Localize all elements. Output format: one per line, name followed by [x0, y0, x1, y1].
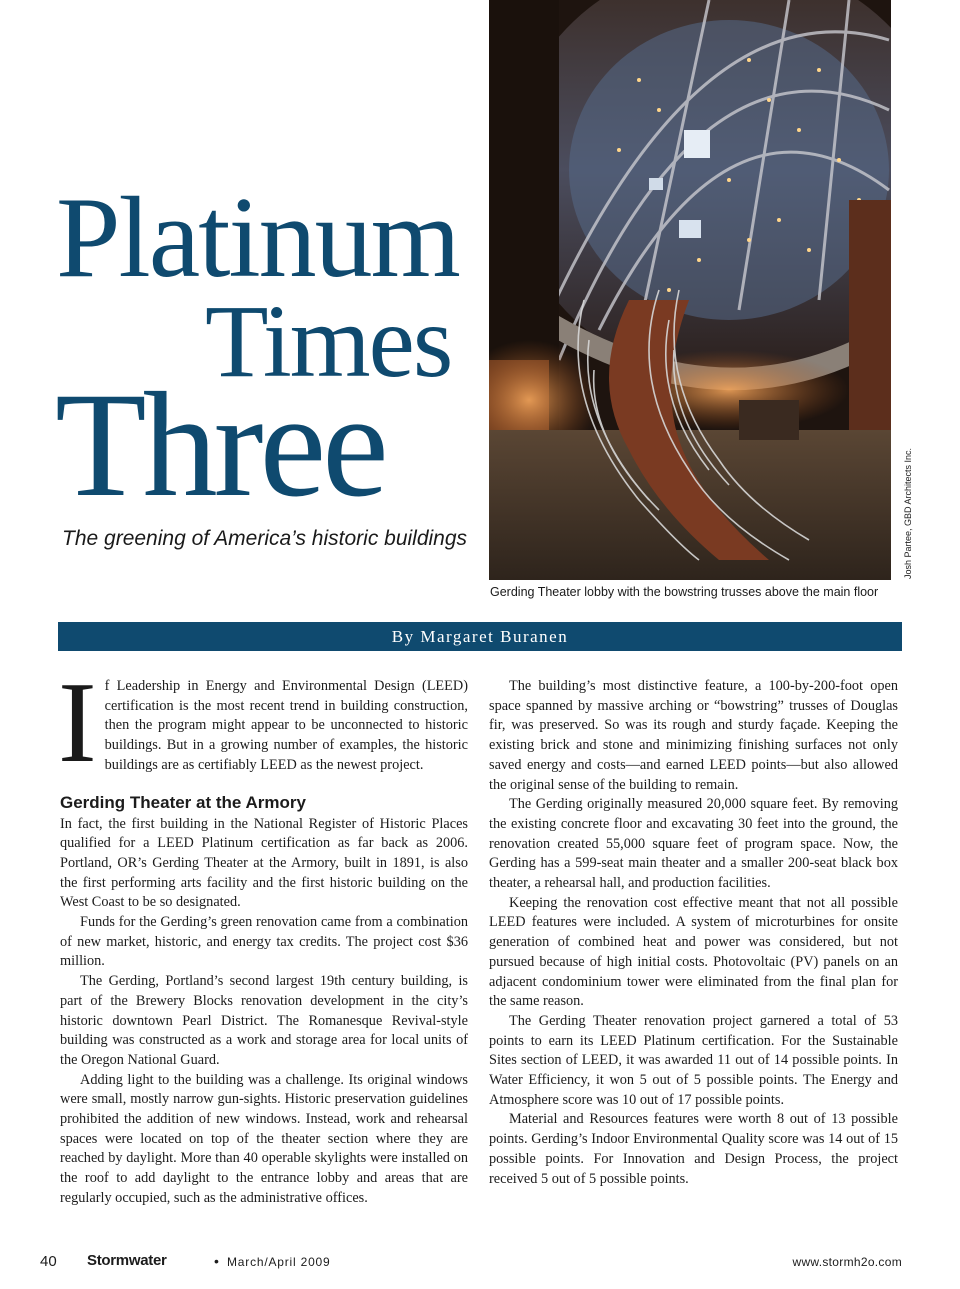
body-paragraph: The Gerding, Portland’s second largest 19th century building, is part of the Brewery Blocks renovation development in the city’s historic downtown Pearl District. The Romanesque Revival-style building was constructed as a work and storage area for local units of the Oregon National Guard.: [60, 973, 468, 1068]
body-paragraph: Material and Resources features were worth 8 out of 13 possible points. Gerding’s Indoor Environmental Quality score was 14 out of 15 possible points. For Innovation and Design Process, the project received 5 out of 5 possible points.: [489, 1111, 898, 1187]
page-number: 40: [40, 1253, 57, 1270]
lobby-photo: [489, 0, 891, 580]
subtitle: The greening of America’s historic buildings: [62, 527, 468, 550]
page-footer: [40, 1253, 902, 1273]
photo-caption: Gerding Theater lobby with the bowstring trusses above the main floor: [490, 585, 879, 599]
issue-date: March/April 2009: [227, 1255, 331, 1269]
body-paragraph: Funds for the Gerding’s green renovation came from a combination of new market, historic, and energy tax credits. The project cost $36 million.: [60, 914, 468, 970]
body-paragraph: Keeping the renovation cost effective meant that not all possible LEED features were included. A system of microturbines for onsite generation of combined heat and power was considered, but not pursued because of high initial costs. Photovoltaic (PV) panels on an adjacent condominium tower were eliminated from the final plan for the same reason.: [489, 894, 898, 1010]
byline-bar: [58, 622, 902, 651]
body-paragraph: The Gerding originally measured 20,000 square feet. By removing the existing concrete floor and excavating 30 feet into the ground, the renovation created 55,000 square feet of program space. Now, the Gerding has a 599-seat main theater and a smaller 200-seat black box theater, a rehearsal hall, and production facilities.: [489, 796, 898, 892]
title-line-2: Times: [205, 284, 452, 399]
body-paragraph: In fact, the first building in the National Register of Historic Places qualified for a LEED Platinum certification as far back as 2006. Portland, OR’s Gerding Theater at the Armory, built in 1891, is also the first performing arts facility and the first historic building on the West Coast to be so designated.: [60, 815, 468, 911]
intro-text: f Leadership in Energy and Environmental Design (LEED) certification is the most recent trend in building construction, then the program might appear to be unconnected to historic buildings. But in a growing number of examples, the historic buildings are as certifiably LEED as the newest project.: [104, 678, 468, 773]
body-paragraph: Adding light to the building was a challenge. Its original windows were small, mostly narrow gun-sights. Historic preservation guidelines prohibited the addition of new windows. Instead, work and rehearsal spaces were located on top of the theater section where they are reached by daylight. More than 40 operable skylights were installed on the roof to add daylight to the entrance lobby and areas that are regularly occupied, such as the administrative offices.: [60, 1071, 468, 1206]
article-column-right: [489, 677, 898, 1189]
body-paragraph: The building’s most distinctive feature, a 100-by-200-foot open space spanned by massive arching or “bowstring” trusses of Douglas fir, was preserved. So was its rough and sturdy façade. Keeping the existing brick and stone and minimizing finishing surfaces not only saved energy and costs—and earned LEED points—but also allowed the original sense of the building to remain.: [489, 678, 898, 793]
magazine-name: Stormwater: [87, 1252, 167, 1269]
website-url: www.stormh2o.com: [792, 1255, 902, 1269]
title-line-3: Three: [55, 362, 385, 528]
byline: By Margaret Buranen: [391, 627, 569, 646]
photo-credit: Josh Partee, GBD Architects Inc.: [903, 447, 913, 579]
footer-bullet: •: [214, 1253, 219, 1269]
intro-paragraph: [58, 659, 468, 787]
section-heading: Gerding Theater at the Armory: [60, 792, 306, 812]
drop-cap: I: [58, 659, 97, 787]
body-paragraph: The Gerding Theater renovation project garnered a total of 53 points to earn its LEED Platinum certification. For the Sustainable Sites section of LEED, it was awarded 11 out of 14 possible points. In Water Efficiency, it won 5 out of 5 possible points. The Energy and Atmosphere score was 10 out of 17 possible points.: [489, 1012, 898, 1108]
title-line-1: Platinum: [56, 174, 459, 302]
article-column-left: [58, 659, 468, 1209]
